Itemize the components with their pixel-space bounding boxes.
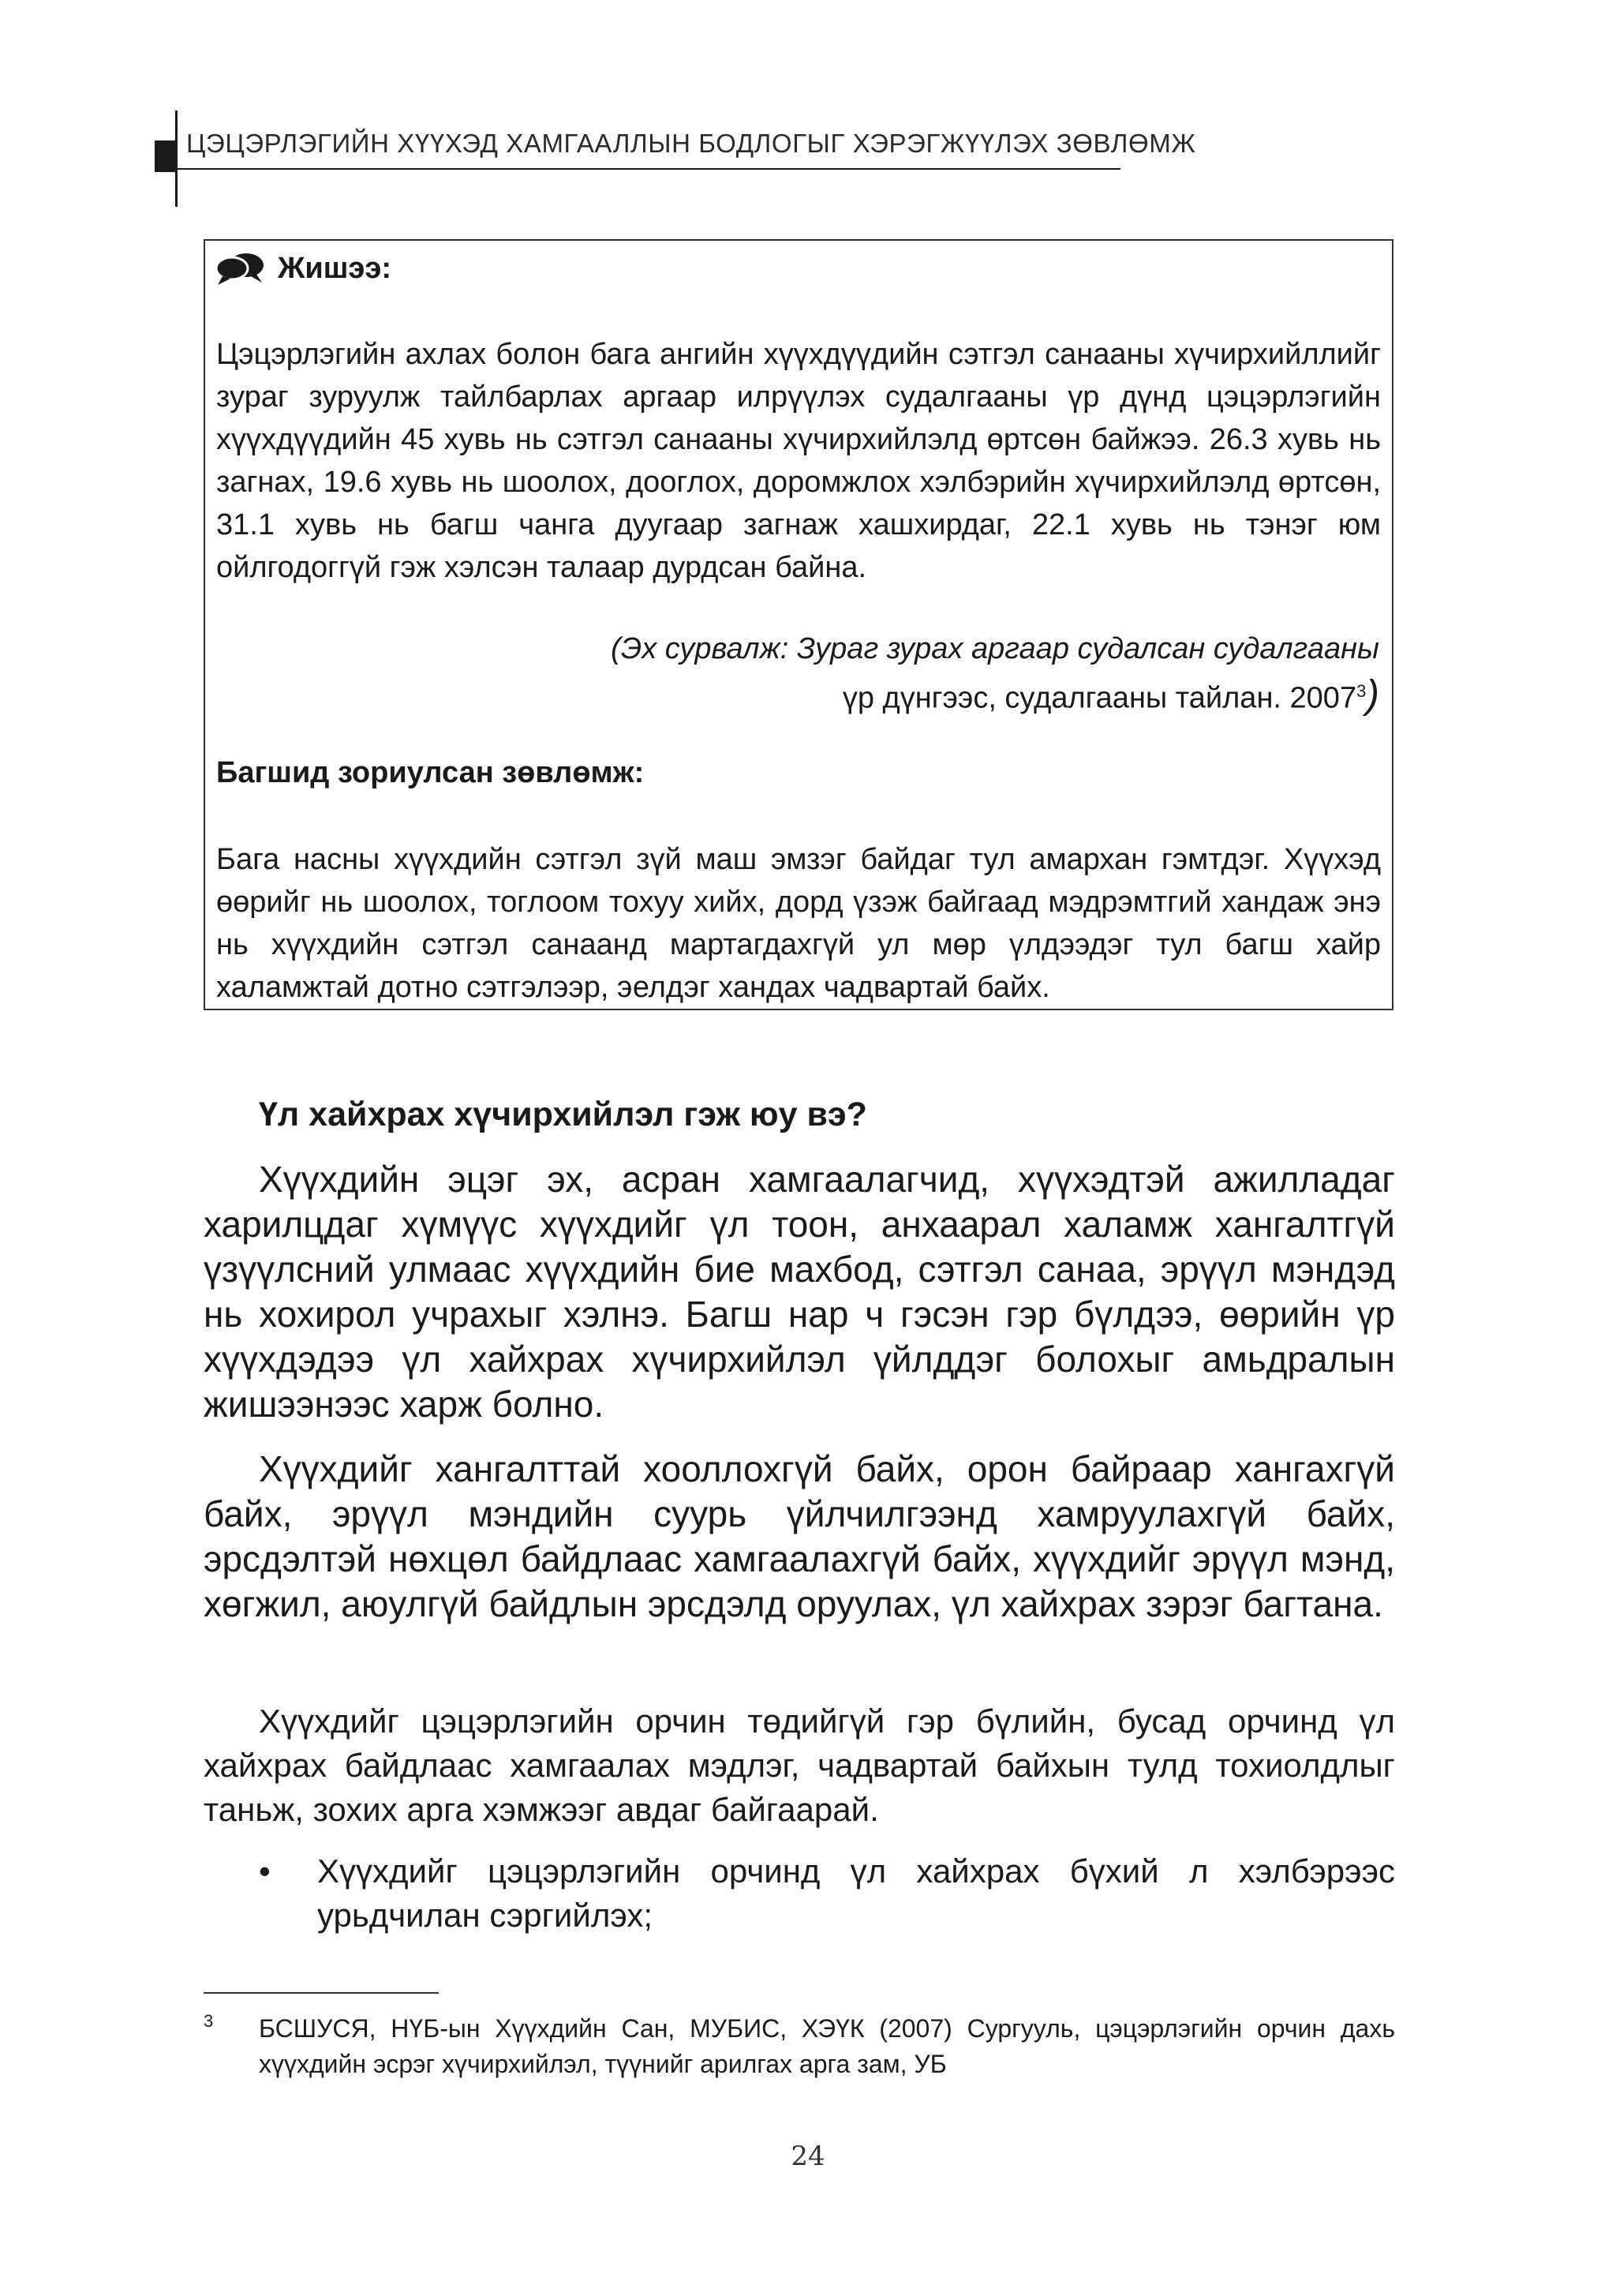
header-marker xyxy=(155,140,175,172)
body-paragraph-1: Хүүхдийн эцэг эх, асран хамгаалагчид, хүүхэдтэй ажилладаг харилцдаг хүмүүс хүүхдийг үл тоон, анхаарал халамж хангалтгүй үзүүлсний улмаас хүүхдийн бие махбод, сэтгэл санаа, эрүүл мэндэд нь хохирол учрахыг хэлнэ. Багш нар ч гэсэн гэр бүлдээ, өөрийн үр хүүхдэдээ үл хайхрах хүчирхийлэл үйлддэг болохыг амьдралын жишээнээс харж болно. xyxy=(204,1159,1395,1425)
footnote-reference: 3 xyxy=(1356,681,1367,701)
footnote-text: БСШУСЯ, НҮБ-ын Хүүхдийн Сан, МУБИС, ХЭҮК (2007) Сургууль, цэцэрлэгийн орчин дахь хүүхдийн эсрэг хүчирхийлэл, түүнийг арилгах арга зам, УБ xyxy=(259,2014,1395,2078)
source-line-1: (Эх сурвалж: Зураг зурах аргаар судалсан судалгааны xyxy=(611,632,1379,665)
bullet-symbol: • xyxy=(259,1852,271,1890)
body-paragraph-2: Хүүхдийг хангалттай хооллохгүй байх, орон байраар хангахгүй байх, эрүүл мэндийн суурь үйлчилгээнд хамруулахгүй байх, эрсдэлтэй нөхцөл байдлаас хамгаалахгүй байх, хүүхдийг эрүүл мэнд, хөгжил, аюулгүй байдлын эрсдэлд оруулах, үл хайхрах зэрэг багтана. xyxy=(204,1448,1395,1624)
header-vertical-rule xyxy=(175,110,178,207)
list-item xyxy=(204,1849,1395,1938)
section-heading: Үл хайхрах хүчирхийлэл гэж юу вэ? xyxy=(259,1096,867,1133)
example-heading xyxy=(215,251,391,286)
bullet-text: Хүүхдийг цэцэрлэгийн орчинд үл хайхрах бүхий л хэлбэрээс урьдчилан сэргийлэх; xyxy=(317,1852,1395,1934)
example-paragraph: Цэцэрлэгийн ахлах болон бага ангийн хүүхдүүдийн сэтгэл санааны хүчирхийллийг зураг зуруулж тайлбарлах аргаар илрүүлэх судалгааны үр дүнд цэцэрлэгийн хүүхдүүдийн 45 хувь нь сэтгэл санааны хүчирхийлэлд өртсөн байжээ. 26.3 хувь нь загнах, 19.6 хувь нь шоолох, дооглох, доромжлох хэлбэрийн хүчирхийлэлд өртсөн, 31.1 хувь нь багш чанга дуугаар загнаж хашхирдаг, 22.1 хувь нь тэнэг юм ойлгодоггүй гэж хэлсэн талаар дурдсан байна. xyxy=(216,338,1381,584)
source-note xyxy=(432,627,1379,720)
footnote-rule xyxy=(204,1992,439,1994)
advice-paragraph: Бага насны хүүхдийн сэтгэл зүй маш эмзэг байдаг тул амархан гэмтдэг. Хүүхэд өөрийг нь шоолох, тоглоом тохуу хийх, дорд үзэж байгаад мэдрэмтгий хандаж энэ нь хүүхдийн сэтгэл санаанд мартагдахгүй ул мөр үлдээдэг тул багш хайр халамжтай дотно сэтгэлээр, эелдэг хандах чадвартай байх. xyxy=(216,843,1381,1004)
source-line-2-text: үр дүнгээс, судалгааны тайлан. 2007 xyxy=(842,681,1357,715)
body-paragraph-3: Хүүхдийг цэцэрлэгийн орчин төдийгүй гэр бүлийн, бусад орчинд үл хайхрах байдлаас хамгаалах мэдлэг, чадвартай байхын тулд тохиолдлыг таньж, зохих арга хэмжээг авдаг байгаарай. xyxy=(204,1702,1395,1828)
source-close-paren: ) xyxy=(1366,672,1379,717)
header-horizontal-rule xyxy=(175,168,1120,170)
example-label: Жишээ: xyxy=(278,251,392,285)
bullet-list xyxy=(204,1849,1395,1938)
page-number: 24 xyxy=(791,2141,825,2172)
advice-title: Багшид зориулсан зөвлөмж: xyxy=(216,756,645,789)
speech-bubbles-icon xyxy=(215,251,267,286)
running-header-title: ЦЭЦЭРЛЭГИЙН ХҮҮХЭД ХАМГААЛЛЫН БОДЛОГЫГ ХЭРЭГЖҮҮЛЭХ ЗӨВЛӨМЖ xyxy=(186,129,1196,158)
footnote-mark: 3 xyxy=(204,2011,214,2031)
source-line-2 xyxy=(432,670,1379,720)
